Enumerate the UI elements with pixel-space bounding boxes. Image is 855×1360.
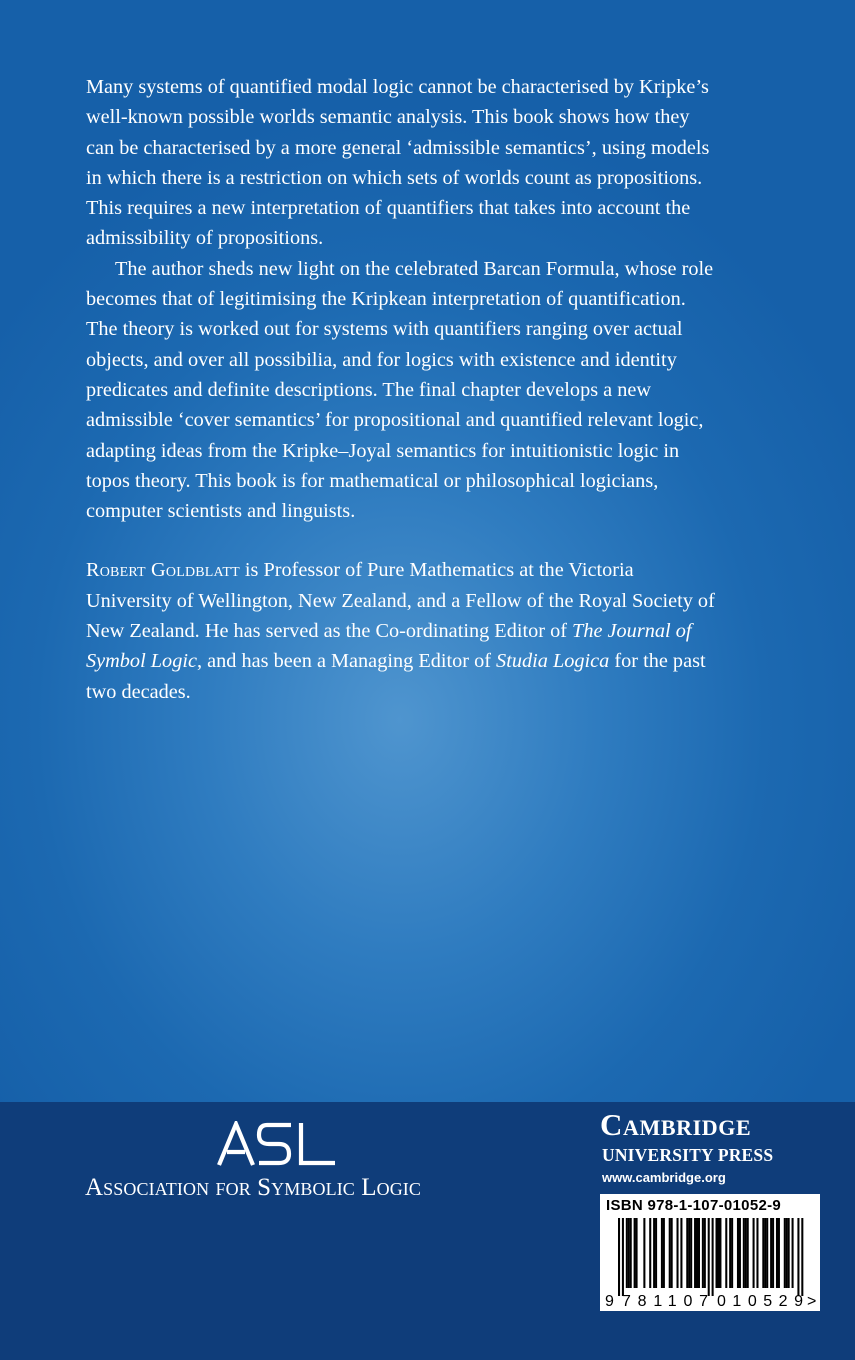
barcode-bar xyxy=(663,1218,665,1288)
barcode-bar xyxy=(731,1218,733,1288)
barcode-bar xyxy=(747,1218,749,1288)
barcode-bar xyxy=(671,1218,673,1288)
barcode-group-2: 010529 xyxy=(717,1293,803,1310)
barcode-bar xyxy=(680,1218,682,1288)
blurb-line: admissibility of propositions. xyxy=(86,227,324,250)
barcode-bar xyxy=(622,1218,624,1296)
barcode-bar xyxy=(743,1218,745,1288)
barcode-bar xyxy=(756,1218,758,1288)
barcode-bar xyxy=(784,1218,786,1288)
barcode-bars xyxy=(618,1218,803,1296)
barcode-bar xyxy=(630,1218,632,1288)
barcode-bar xyxy=(694,1218,696,1288)
barcode-bar xyxy=(725,1218,727,1288)
blurb-line: admissible ‘cover semantics’ for propositional and quantified relevant logic, xyxy=(86,409,704,432)
publisher-name: Cambridge xyxy=(600,1107,752,1142)
blurb-line: computer scientists and linguists. xyxy=(86,500,356,523)
barcode-bar xyxy=(770,1218,772,1288)
barcode-image xyxy=(600,1216,820,1311)
author-bio-line: Robert Goldblatt is Professor of Pure Mathematics at the Victoria xyxy=(86,559,634,582)
barcode-end-mark: > xyxy=(807,1293,817,1310)
barcode-bar xyxy=(739,1218,741,1288)
author-bio-line: University of Wellington, New Zealand, and a Fellow of the Royal Society of xyxy=(86,589,715,612)
barcode-bar xyxy=(677,1218,679,1288)
barcode-bar xyxy=(762,1218,764,1288)
barcode-bar xyxy=(764,1218,766,1288)
blurb-line: predicates and definite descriptions. The final chapter develops a new xyxy=(86,378,652,401)
author-bio xyxy=(86,555,792,706)
barcode-bar xyxy=(643,1218,645,1288)
barcode-bar xyxy=(686,1218,688,1288)
barcode-bar xyxy=(786,1218,788,1288)
author-bio-line: two decades. xyxy=(86,680,191,703)
blurb-line: objects, and over all possibilia, and for logics with existence and identity xyxy=(86,348,677,371)
publisher-url: www.cambridge.org xyxy=(602,1170,726,1185)
isbn-label: ISBN 978-1-107-01052-9 xyxy=(606,1197,782,1214)
barcode-lead-digit: 9 xyxy=(605,1293,614,1310)
barcode-bar xyxy=(696,1218,698,1288)
barcode-bar xyxy=(712,1218,714,1296)
barcode-bar xyxy=(649,1218,651,1288)
asl-name: Association for Symbolic Logic xyxy=(85,1174,422,1201)
blurb-line: adapting ideas from the Kripke–Joyal semantics for intuitionistic logic in xyxy=(86,439,680,462)
publisher-press: UNIVERSITY PRESS xyxy=(602,1145,774,1165)
barcode-bar xyxy=(636,1218,638,1288)
author-bio-line: New Zealand. He has served as the Co-ordinating Editor of The Journal of xyxy=(86,620,692,643)
barcode-bar xyxy=(698,1218,700,1288)
barcode-bar xyxy=(669,1218,671,1288)
barcode-bar xyxy=(626,1218,628,1288)
barcode-bar xyxy=(745,1218,747,1288)
barcode-bar xyxy=(729,1218,731,1288)
blurb-paragraph-1 xyxy=(86,72,792,254)
journal-title: The Journal of xyxy=(572,620,692,643)
journal-title-cont: Symbol Logic xyxy=(86,650,197,673)
blurb-line: well-known possible worlds semantic analysis. This book shows how they xyxy=(86,106,690,129)
barcode-bar xyxy=(788,1218,790,1288)
barcode-bar xyxy=(653,1218,655,1288)
blurb-paragraph-2 xyxy=(86,254,792,527)
barcode-bar xyxy=(716,1218,718,1288)
blurb-line: This requires a new interpretation of quantifiers that takes into account the xyxy=(86,197,691,220)
blurb-line: in which there is a restriction on which sets of worlds count as propositions. xyxy=(86,166,703,189)
isbn-barcode xyxy=(600,1194,820,1311)
barcode-bar xyxy=(753,1218,755,1288)
barcode-bar xyxy=(717,1218,719,1288)
barcode-bar xyxy=(628,1218,630,1288)
blurb-line: Many systems of quantified modal logic cannot be characterised by Kripke’s xyxy=(86,76,709,98)
barcode-bar xyxy=(634,1218,636,1288)
barcode-bar xyxy=(708,1218,710,1296)
barcode-bar xyxy=(661,1218,663,1288)
barcode-bar xyxy=(704,1218,706,1288)
author-name: Robert Goldblatt xyxy=(86,559,240,582)
barcode-bar xyxy=(797,1218,799,1296)
barcode-bar xyxy=(772,1218,774,1288)
asl-logo xyxy=(217,1121,337,1167)
barcode-bar xyxy=(719,1218,721,1288)
blurb-line: can be characterised by a more general ‘admissible semantics’, using models xyxy=(86,136,710,159)
barcode-bar xyxy=(766,1218,768,1288)
barcode-bar xyxy=(792,1218,794,1288)
blurb-line: becomes that of legitimising the Kripkean interpretation of quantification. xyxy=(86,288,686,311)
author-bio-line: Symbol Logic, and has been a Managing Editor of Studia Logica for the past xyxy=(86,650,706,673)
barcode-bar xyxy=(801,1218,803,1296)
blurb-line: topos theory. This book is for mathematical or philosophical logicians, xyxy=(86,469,659,492)
blurb-line: The theory is worked out for systems with quantifiers ranging over actual xyxy=(86,318,683,341)
barcode-bar xyxy=(737,1218,739,1288)
barcode-group-1: 781107 xyxy=(622,1293,708,1310)
barcode-bar xyxy=(778,1218,780,1288)
barcode-bar xyxy=(688,1218,690,1288)
barcode-bar xyxy=(655,1218,657,1288)
studia-logica-title: Studia Logica xyxy=(496,650,610,673)
barcode-bar xyxy=(690,1218,692,1288)
barcode-bar xyxy=(702,1218,704,1288)
barcode-bar xyxy=(776,1218,778,1288)
blurb-text xyxy=(86,72,792,707)
barcode-bar xyxy=(618,1218,620,1296)
blurb-line: The author sheds new light on the celebrated Barcan Formula, whose role xyxy=(115,257,714,280)
